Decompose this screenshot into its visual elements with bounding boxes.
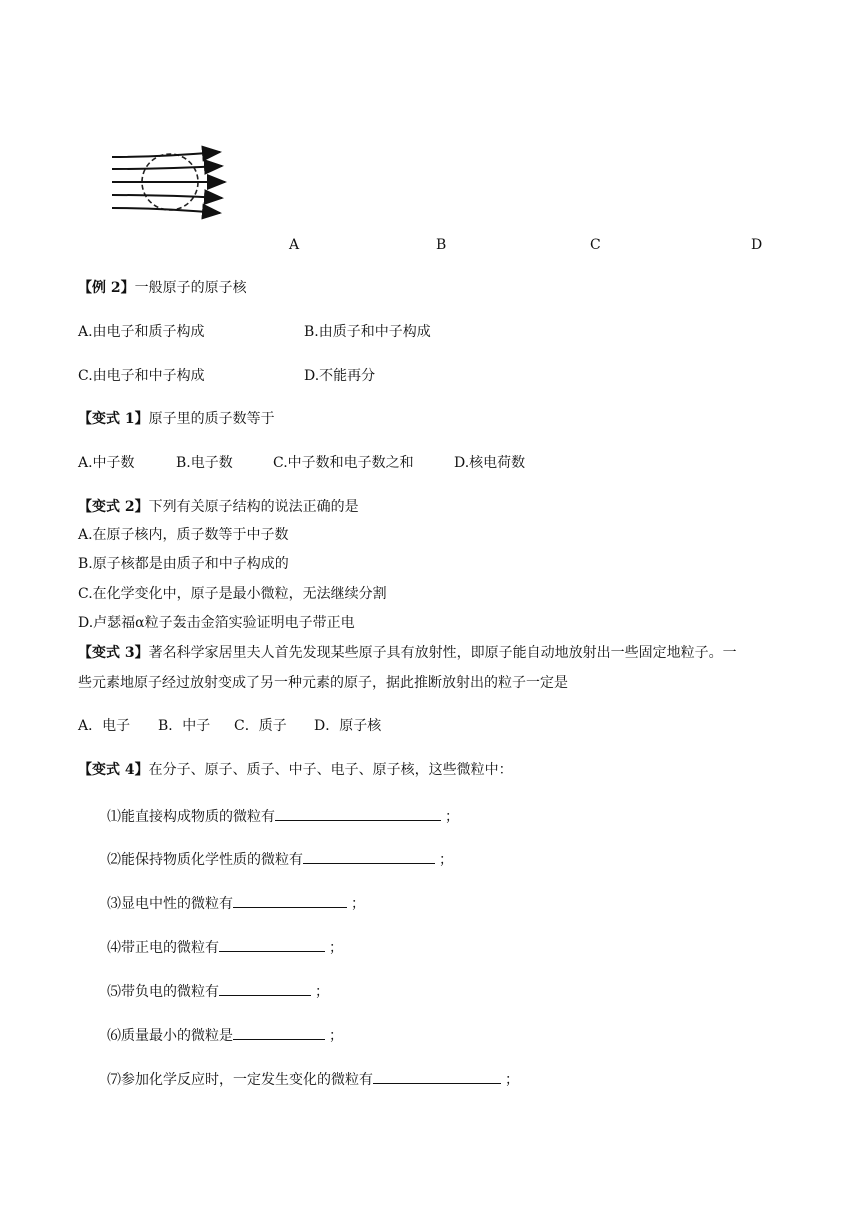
v1-text: 原子里的质子数等于 bbox=[148, 411, 275, 427]
v4-item-3 bbox=[107, 893, 365, 913]
v2-text: 下列有关原子结构的说法正确的是 bbox=[148, 499, 359, 515]
answer-blank-7[interactable] bbox=[373, 1069, 501, 1084]
v4-item-7-end: ； bbox=[505, 1072, 519, 1088]
v1-tag: 【变式 1】 bbox=[78, 411, 149, 427]
v2-option-d: D.卢瑟福α粒子轰击金箔实验证明电子带正电 bbox=[78, 615, 355, 631]
answer-blank-2[interactable] bbox=[303, 849, 435, 864]
v4-item-3-text: ⑶显电中性的微粒有 bbox=[107, 896, 233, 912]
diagram-label-a: A bbox=[289, 237, 300, 253]
v4-item-2-end: ； bbox=[439, 852, 453, 868]
arrow-line-4 bbox=[112, 195, 222, 198]
ex2-text: 一般原子的原子核 bbox=[134, 280, 247, 296]
ex2-option-a: A.由电子和质子构成 bbox=[78, 324, 205, 340]
arrow-line-2 bbox=[112, 166, 222, 169]
v2-question bbox=[78, 498, 359, 516]
v3-option-b: B．中子 bbox=[158, 718, 211, 734]
v4-item-1-end: ； bbox=[445, 809, 459, 825]
answer-blank-5[interactable] bbox=[219, 981, 311, 996]
v2-option-c: C.在化学变化中，原子是最小微粒，无法继续分割 bbox=[78, 586, 387, 602]
answer-blank-3[interactable] bbox=[233, 893, 347, 908]
diagram-label-b: B bbox=[436, 237, 447, 253]
v2-option-b: B.原子核都是由质子和中子构成的 bbox=[78, 556, 289, 572]
v4-item-5-end: ； bbox=[315, 984, 329, 1000]
v4-item-6-end: ； bbox=[329, 1028, 343, 1044]
ex2-tag: 【例 2】 bbox=[78, 280, 135, 296]
alpha-particle-beam-diagram bbox=[104, 140, 234, 220]
v3-question-line-1 bbox=[78, 644, 737, 662]
v1-option-c: C.中子数和电子数之和 bbox=[273, 455, 414, 471]
ex2-option-d: D.不能再分 bbox=[304, 368, 376, 384]
v4-item-4-end: ； bbox=[329, 940, 343, 956]
arrow-line-5 bbox=[112, 208, 220, 213]
v4-text: 在分子、原子、质子、中子、电子、原子核，这些微粒中： bbox=[148, 762, 513, 778]
v2-tag: 【变式 2】 bbox=[78, 499, 149, 515]
ex2-option-b: B.由质子和中子构成 bbox=[304, 324, 431, 340]
v4-question bbox=[78, 761, 513, 779]
ex2-option-c: C.由电子和中子构成 bbox=[78, 368, 205, 384]
v3-option-a: A．电子 bbox=[78, 718, 131, 734]
v4-item-6-text: ⑹质量最小的微粒是 bbox=[107, 1028, 233, 1044]
v4-item-7-text: ⑺参加化学反应时，一定发生变化的微粒有 bbox=[107, 1072, 373, 1088]
ex2-question bbox=[78, 279, 247, 297]
v4-item-2-text: ⑵能保持物质化学性质的微粒有 bbox=[107, 852, 303, 868]
v4-item-1-text: ⑴能直接构成物质的微粒有 bbox=[107, 809, 275, 825]
v4-item-2 bbox=[107, 849, 453, 869]
answer-blank-6[interactable] bbox=[233, 1025, 325, 1040]
diagram-label-d: D bbox=[751, 237, 763, 253]
v4-item-6 bbox=[107, 1025, 343, 1045]
v1-option-a: A.中子数 bbox=[78, 455, 135, 471]
v3-tag: 【变式 3】 bbox=[78, 645, 149, 661]
v1-option-d: D.核电荷数 bbox=[454, 455, 526, 471]
v4-item-4 bbox=[107, 937, 343, 957]
v3-option-c: C．质子 bbox=[234, 718, 287, 734]
diagram-label-c: C bbox=[590, 237, 601, 253]
v4-tag: 【变式 4】 bbox=[78, 762, 149, 778]
v3-option-d: D．原子核 bbox=[314, 718, 382, 734]
arrow-line-1 bbox=[112, 152, 220, 157]
v4-item-7 bbox=[107, 1069, 519, 1089]
answer-blank-1[interactable] bbox=[275, 806, 441, 821]
v3-text-1: 著名科学家居里夫人首先发现某些原子具有放射性，即原子能自动地放射出一些固定地粒子。一 bbox=[148, 645, 737, 661]
v4-item-5-text: ⑸带负电的微粒有 bbox=[107, 984, 219, 1000]
v4-item-4-text: ⑷带正电的微粒有 bbox=[107, 940, 219, 956]
answer-blank-4[interactable] bbox=[219, 937, 325, 952]
v4-item-5 bbox=[107, 981, 329, 1001]
v4-item-1 bbox=[107, 806, 459, 826]
v3-question-line-2: 些元素地原子经过放射变成了另一种元素的原子，据此推断放射出的粒子一定是 bbox=[78, 675, 568, 691]
v2-option-a: A.在原子核内，质子数等于中子数 bbox=[78, 527, 289, 543]
v4-item-3-end: ； bbox=[351, 896, 365, 912]
v1-question bbox=[78, 410, 275, 428]
v1-option-b: B.电子数 bbox=[176, 455, 233, 471]
